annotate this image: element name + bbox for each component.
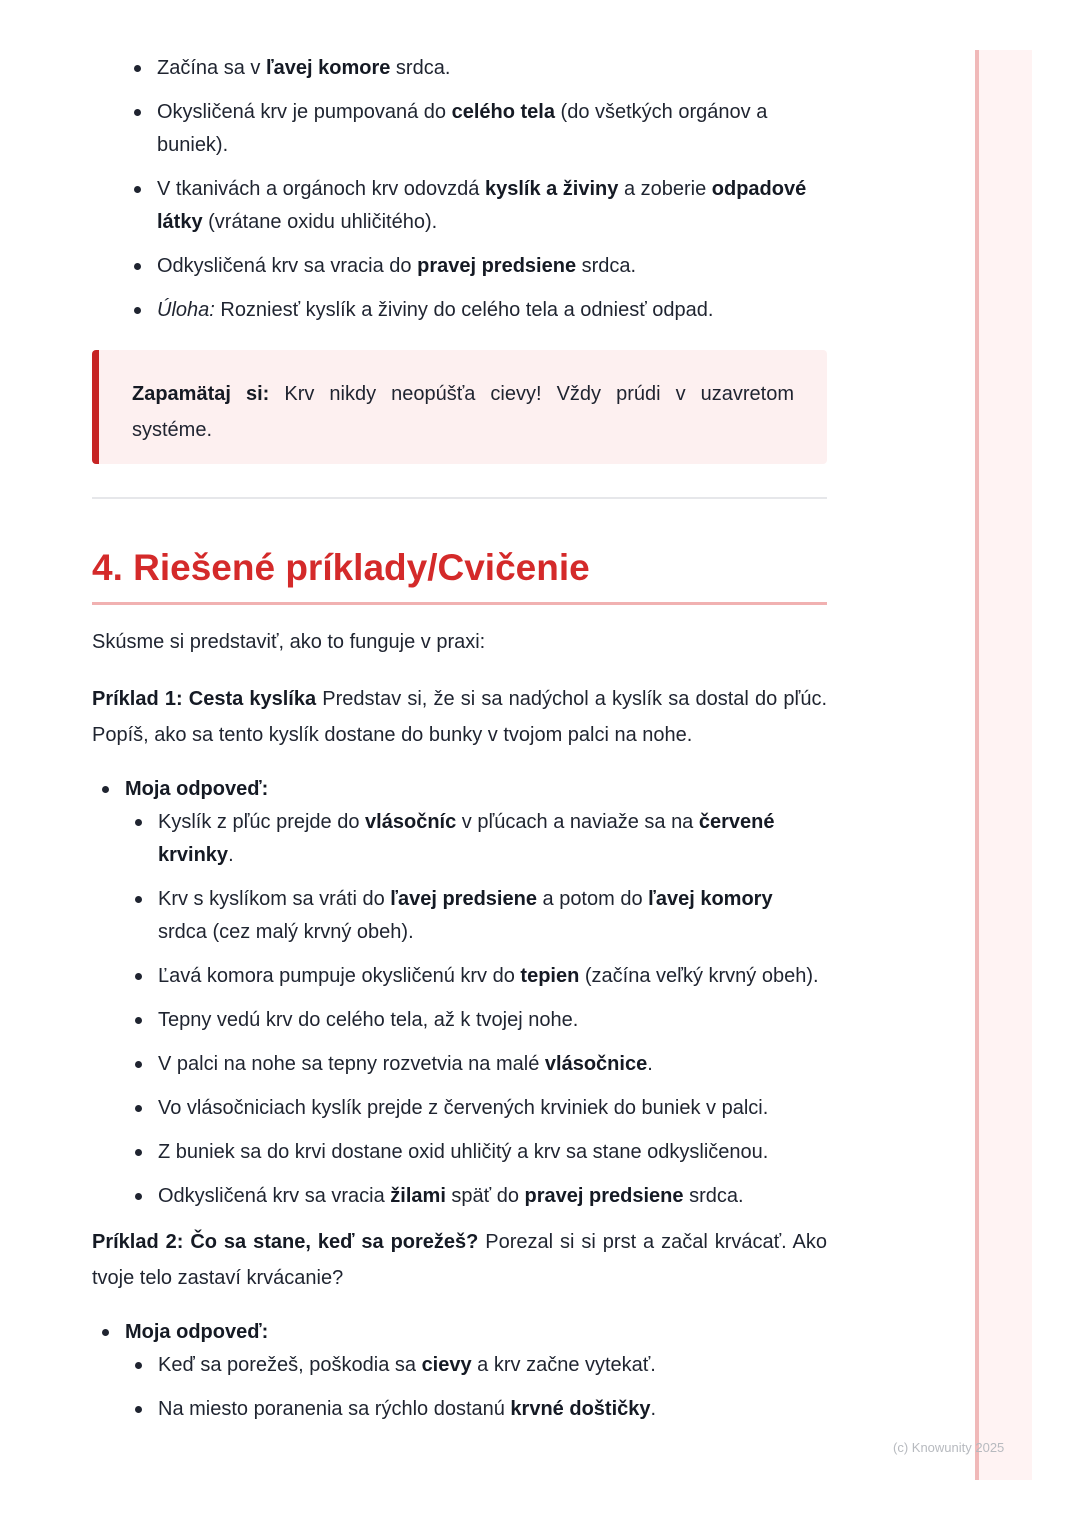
example-1-text: Predstav si, že si sa nadýchol a kyslík sa dostal do pľúc. Popíš, ako sa tento kyslík dostane do bunky v tvojom palci na nohe. bbox=[92, 688, 827, 746]
text-run: srdca. bbox=[576, 255, 637, 277]
bold-term: vlásočnice bbox=[544, 1053, 648, 1075]
text-run: v pľúcach a naviaže sa na bbox=[456, 811, 699, 833]
text-run: . bbox=[228, 844, 234, 866]
bold-term: pravej predsiene bbox=[524, 1185, 684, 1207]
text-run: . bbox=[647, 1053, 653, 1075]
text-run: Kyslík z pľúc prejde do bbox=[158, 811, 366, 833]
text-run: Na miesto poranenia sa rýchlo dostanú bbox=[158, 1398, 511, 1420]
section-intro: Skúsme si predstaviť, ako to funguje v praxi: bbox=[92, 631, 486, 653]
content-examples bbox=[92, 624, 827, 1437]
text-run: (začína veľký krvný obeh). bbox=[579, 965, 819, 987]
list-item bbox=[92, 250, 827, 283]
text-run: a potom do bbox=[536, 888, 649, 910]
bold-term: krvné doštičky bbox=[510, 1398, 651, 1420]
text-run: Krv s kyslíkom sa vráti do bbox=[158, 888, 391, 910]
text-run: Odkysličená krv sa vracia do bbox=[157, 255, 418, 277]
answer-item bbox=[92, 773, 827, 1213]
list-item bbox=[92, 96, 827, 162]
bold-term: ľavej komore bbox=[265, 57, 391, 79]
callout-text: Krv nikdy neopúšťa cievy! Vždy prúdi v uzavretom systéme. bbox=[132, 383, 794, 441]
list-item bbox=[125, 1048, 827, 1081]
text-run: Začína sa v bbox=[157, 57, 266, 79]
text-run: Keď sa porežeš, poškodia sa bbox=[158, 1354, 422, 1376]
text-run: a krv začne vytekať. bbox=[471, 1354, 656, 1376]
text-run: srdca (cez malý krvný obeh). bbox=[158, 921, 414, 943]
text-run: a zoberie bbox=[618, 178, 712, 200]
text-run: Rozniesť kyslík a živiny do celého tela a odniesť odpad. bbox=[214, 299, 714, 321]
text-run: (do všetkých orgánov a buniek). bbox=[157, 101, 768, 156]
section-heading: 4. Riešené príklady/Cvičenie bbox=[92, 547, 590, 588]
bold-term: vlásočníc bbox=[365, 811, 457, 833]
text-run: späť do bbox=[445, 1185, 525, 1207]
answer-label: Moja odpoveď: bbox=[125, 1321, 269, 1343]
list-item bbox=[125, 1004, 827, 1037]
list-item bbox=[125, 1349, 827, 1382]
text-run: Okysličená krv je pumpovaná do bbox=[157, 101, 452, 123]
callout-label: Zapamätaj si: bbox=[132, 383, 270, 405]
text-run: Tepny vedú krv do celého tela, až k tvojej nohe. bbox=[158, 1009, 579, 1031]
list-item bbox=[125, 1180, 827, 1213]
bold-term: celého tela bbox=[451, 101, 555, 123]
example-2-answer bbox=[92, 1316, 827, 1426]
content-top bbox=[92, 52, 827, 338]
example-2 bbox=[92, 1224, 827, 1296]
text-run: V palci na nohe sa tepny rozvetvia na malé bbox=[158, 1053, 545, 1075]
bold-term: červené krvinky bbox=[158, 811, 775, 866]
list-item bbox=[125, 960, 827, 993]
section-divider bbox=[92, 497, 827, 499]
example-2-label: Príklad 2: Čo sa stane, keď sa porežeš? bbox=[92, 1231, 479, 1253]
answer-label: Moja odpoveď: bbox=[125, 778, 269, 800]
example-2-text: Porezal si si prst a začal krvácať. Ako tvoje telo zastaví krvácanie? bbox=[92, 1231, 827, 1289]
text-run: Vo vlásočniciach kyslík prejde z červených krviniek do buniek v palci. bbox=[158, 1097, 769, 1119]
list-item bbox=[125, 1136, 827, 1169]
bold-term: tepien bbox=[520, 965, 580, 987]
bold-term: kyslík a živiny bbox=[484, 178, 619, 200]
bold-term: žilami bbox=[390, 1185, 446, 1207]
page-side-panel bbox=[975, 50, 1032, 1480]
remember-callout bbox=[92, 350, 827, 464]
text-run: . bbox=[650, 1398, 657, 1420]
example-2-answer-list bbox=[125, 1349, 827, 1426]
example-1-label: Príklad 1: Cesta kyslíka bbox=[92, 688, 317, 710]
text-run: (vrátane oxidu uhličitého). bbox=[202, 211, 438, 233]
text-run: Z buniek sa do krvi dostane oxid uhličitý a krv sa stane odkysličenou. bbox=[158, 1141, 769, 1163]
list-item bbox=[92, 173, 827, 239]
text-run: Odkysličená krv sa vracia bbox=[158, 1185, 391, 1207]
list-item bbox=[92, 52, 827, 85]
text-run: srdca. bbox=[683, 1185, 744, 1207]
bold-term: pravej predsiene bbox=[417, 255, 577, 277]
bold-term: cievy bbox=[421, 1354, 472, 1376]
example-1-answer-list bbox=[125, 806, 827, 1213]
list-item bbox=[125, 883, 827, 949]
example-1 bbox=[92, 681, 827, 753]
page-side-panel-border bbox=[975, 50, 979, 1480]
text-run: srdca. bbox=[390, 57, 451, 79]
text-run: Ľavá komora pumpuje okysličenú krv do bbox=[158, 965, 521, 987]
copyright: (c) Knowunity 2025 bbox=[893, 1440, 1005, 1455]
bold-term: ľavej komory bbox=[648, 888, 773, 910]
text-run: V tkanivách a orgánoch krv odovzdá bbox=[157, 178, 485, 200]
list-item bbox=[125, 1393, 827, 1426]
bold-term: odpadové látky bbox=[157, 178, 807, 233]
list-item bbox=[92, 294, 827, 327]
list-item bbox=[125, 1092, 827, 1125]
blood-circulation-list bbox=[92, 52, 827, 327]
answer-item bbox=[92, 1316, 827, 1426]
heading-underline bbox=[92, 602, 827, 605]
bold-term: ľavej predsiene bbox=[390, 888, 537, 910]
list-item bbox=[125, 806, 827, 872]
example-1-answer bbox=[92, 773, 827, 1213]
italic-term: Úloha: bbox=[157, 299, 215, 321]
